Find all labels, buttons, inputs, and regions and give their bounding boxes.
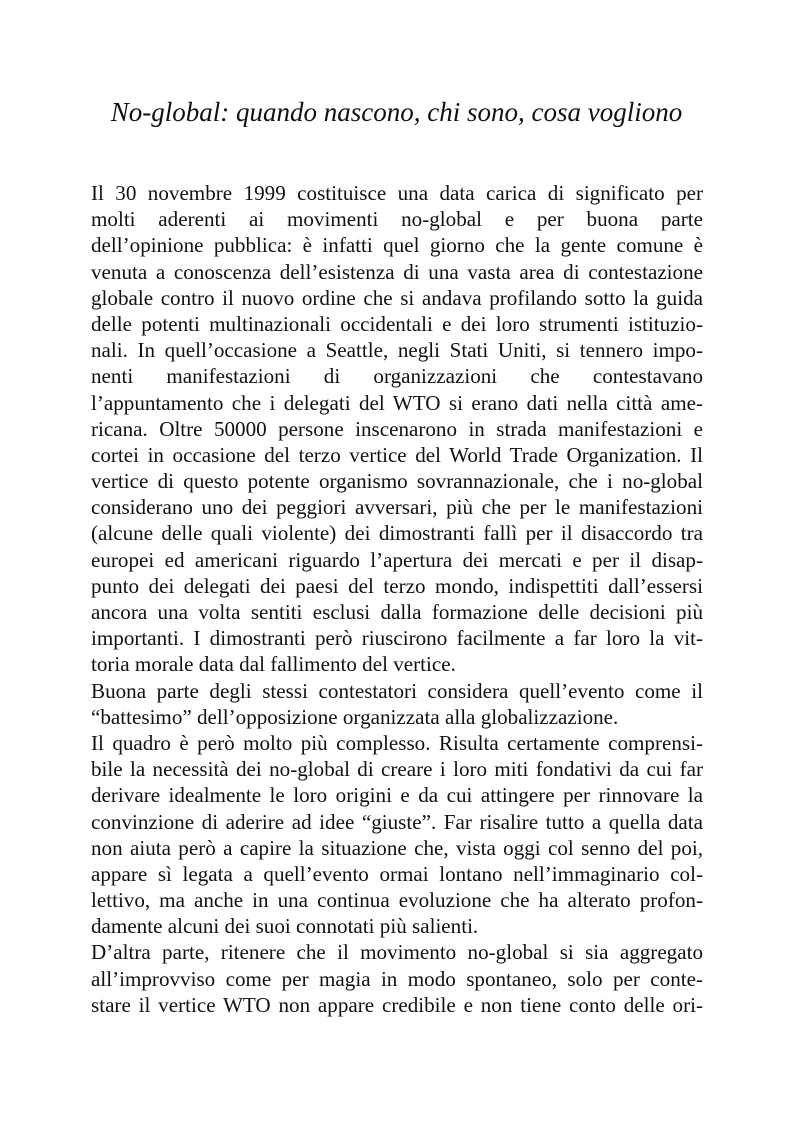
- text-line: Il quadro è però molto più complesso. Risulta certamente comprensi-: [91, 730, 703, 755]
- text-line: Buona parte degli stessi contestatori considera quell’evento come il: [91, 678, 703, 703]
- text-line: ancora una volta sentiti esclusi dalla formazione delle decisioni più: [91, 600, 703, 624]
- text-line: appare sì legata a quell’evento ormai lontano nell’immaginario col-: [91, 861, 703, 886]
- text-line: cortei in occasione del terzo vertice del World Trade Organization. Il: [91, 442, 703, 467]
- text-line: bile la necessità dei no-global di creare i loro miti fondativi da cui far: [91, 757, 703, 782]
- text-line: Il 30 novembre 1999 costituisce una data carica di significato per: [91, 181, 703, 205]
- text-line: punto dei delegati dei paesi del terzo mondo, indispettiti dall’essersi: [91, 573, 703, 598]
- text-line: derivare idealmente le loro origini e da cui attingere per rinnovare la: [91, 783, 703, 808]
- text-line: nenti manifestazioni di organizzazioni che contestavano: [91, 364, 703, 389]
- text-line: vertice di questo potente organismo sovrannazionale, che i no-global: [91, 469, 703, 494]
- text-line: venuta a conoscenza dell’esistenza di una vasta area di contestazione: [91, 259, 703, 284]
- text-line: convinzione di aderire ad idee “giuste”. Far risalire tutto a quella data: [91, 809, 703, 834]
- text-line: considerano uno dei peggiori avversari, più che per le manifestazioni: [91, 495, 703, 520]
- text-line: nali. In quell’occasione a Seattle, negli Stati Uniti, si tennero impo-: [91, 338, 703, 363]
- text-line: toria morale data dal fallimento del vertice.: [91, 652, 456, 677]
- paragraph: [91, 939, 703, 1018]
- text-line: l’appuntamento che i delegati del WTO si erano dati nella città ame-: [91, 390, 703, 415]
- paragraph: [91, 730, 703, 940]
- text-line: delle potenti multinazionali occidentali e dei loro strumenti istituzio-: [91, 311, 703, 336]
- text-line: globale contro il nuovo ordine che si andava profilando sotto la guida: [91, 285, 703, 310]
- text-line: damente alcuni dei suoi connotati più salienti.: [91, 914, 479, 939]
- text-line: ricana. Oltre 50000 persone inscenarono in strada manifestazioni e: [91, 416, 703, 441]
- text-line: “battesimo” dell’opposizione organizzata alla globalizzazione.: [91, 704, 619, 729]
- text-line: D’altra parte, ritenere che il movimento no-global si sia aggregato: [91, 940, 703, 965]
- text-line: molti aderenti ai movimenti no-global e per buona parte: [91, 207, 703, 232]
- text-line: europei ed americani riguardo l’apertura dei mercati e per il disap-: [91, 547, 703, 572]
- paragraph: [91, 180, 703, 678]
- text-line: all’improvviso come per magia in modo spontaneo, solo per conte-: [91, 966, 703, 991]
- text-line: importanti. I dimostranti però riuscirono facilmente a far loro la vit-: [91, 626, 703, 651]
- text-line: (alcune delle quali violente) dei dimostranti fallì per il disaccordo tra: [91, 521, 703, 546]
- paragraph: [91, 678, 703, 730]
- page-title: No-global: quando nascono, chi sono, cosa vogliono: [110, 97, 683, 127]
- text-line: stare il vertice WTO non appare credibile e non tiene conto delle ori-: [91, 992, 703, 1017]
- text-line: dell’opinione pubblica: è infatti quel giorno che la gente comune è: [91, 233, 703, 258]
- text-line: non aiuta però a capire la situazione che, vista oggi col senno del poi,: [91, 835, 703, 860]
- body-text: [91, 180, 703, 1018]
- text-line: lettivo, ma anche in una continua evoluzione che ha alterato profon-: [91, 888, 703, 913]
